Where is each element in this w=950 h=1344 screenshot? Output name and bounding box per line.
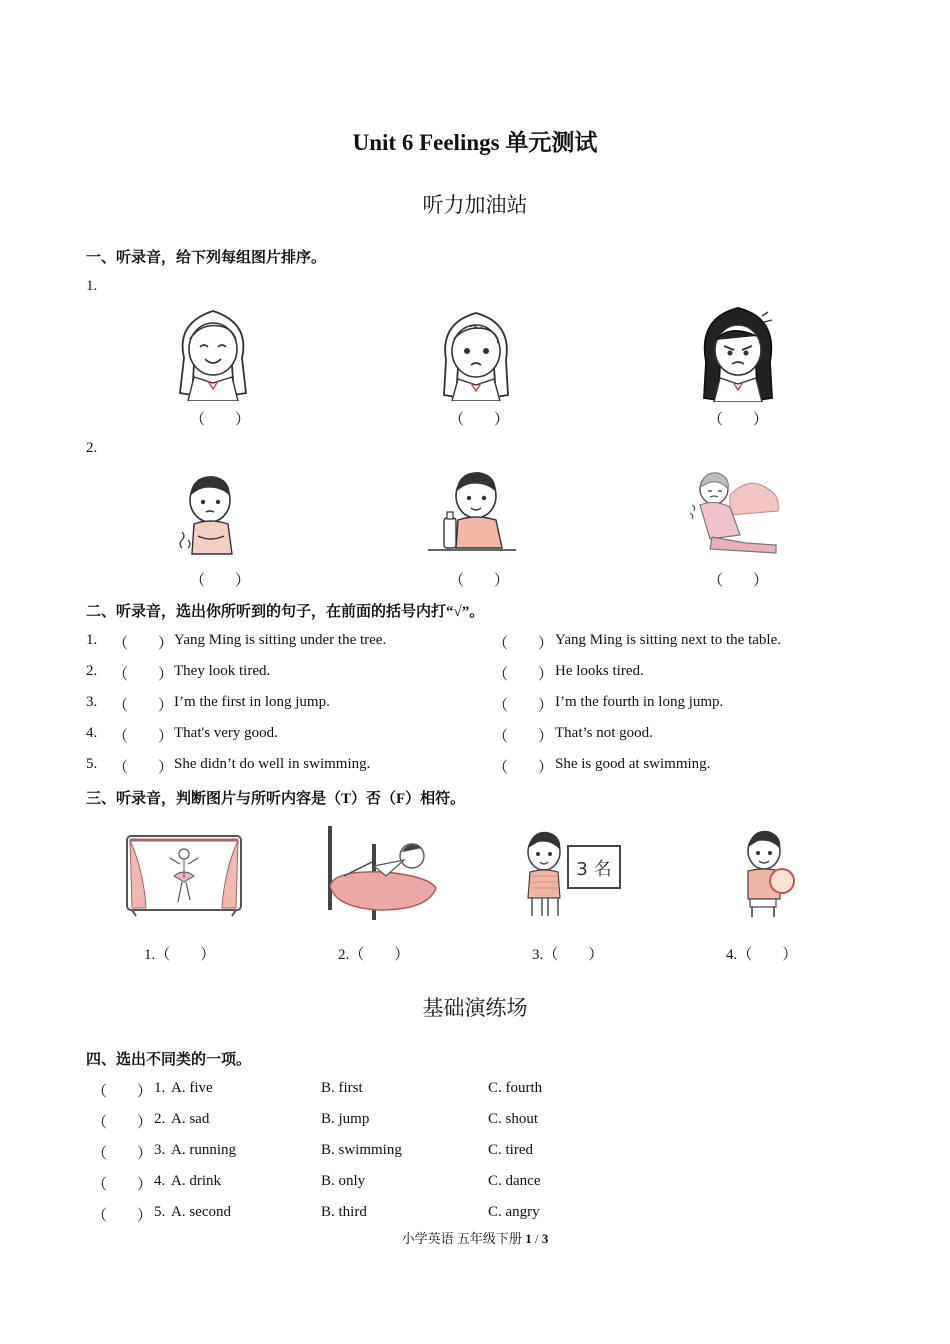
boy-with-drink-picture [426, 466, 518, 558]
part4-option-a: A. sad [171, 1111, 210, 1127]
part1-q1-number: 1. [86, 278, 98, 294]
part2-left-checkbox[interactable]: （ ） [113, 760, 174, 776]
part4-answer-blank[interactable]: （ ） [92, 1208, 153, 1224]
part2-left-sentence: I’m the first in long jump. [174, 694, 330, 710]
third-place-badge: 3 名 [576, 859, 612, 880]
angry-girl-picture [696, 302, 780, 402]
part1-instruction: 一、听录音，给下列每组图片排序。 [86, 250, 327, 266]
part2-left-sentence: They look tired. [174, 663, 271, 679]
tired-girl-picture [690, 465, 782, 561]
part2-right-sentence: I’m the fourth in long jump. [555, 694, 724, 710]
part2-right-checkbox[interactable]: （ ） [493, 729, 554, 745]
q2-blank-2[interactable]: （ ） [449, 573, 510, 589]
part3-instruction: 三、听录音，判断图片与所听内容是（T）否（F）相符。 [86, 791, 466, 807]
part3-answer-3[interactable]: 3.（ ） [532, 947, 604, 963]
part2-right-checkbox[interactable]: （ ） [493, 698, 554, 714]
part4-option-b: B. first [321, 1080, 363, 1096]
part2-right-checkbox[interactable]: （ ） [493, 760, 554, 776]
q1-blank-2[interactable]: （ ） [449, 412, 510, 428]
dancer-stage-picture [124, 832, 244, 918]
part4-answer-blank[interactable]: （ ） [92, 1115, 153, 1131]
basics-heading: 基础演练场 [422, 996, 528, 1020]
part4-option-c: C. tired [488, 1142, 533, 1158]
part2-left-sentence: She didn’t do well in swimming. [174, 756, 371, 772]
part2-left-sentence: That's very good. [174, 725, 278, 741]
footer-text: 小学英语 五年级下册 [401, 1231, 522, 1246]
part2-left-checkbox[interactable]: （ ） [113, 698, 174, 714]
part2-right-checkbox[interactable]: （ ） [493, 667, 554, 683]
third-place-boy-picture [522, 828, 630, 922]
q2-blank-1[interactable]: （ ） [190, 573, 251, 589]
part2-right-checkbox[interactable]: （ ） [493, 636, 554, 652]
part4-item-number: 5. [154, 1204, 166, 1220]
part1-q2-number: 2. [86, 440, 98, 456]
part2-left-checkbox[interactable]: （ ） [113, 636, 174, 652]
part3-answer-4[interactable]: 4.（ ） [726, 947, 798, 963]
part4-option-a: A. five [171, 1080, 213, 1096]
part4-option-a: A. second [171, 1204, 231, 1220]
footer-page-total: 3 [541, 1231, 549, 1246]
part4-item-number: 1. [154, 1080, 166, 1096]
part4-option-c: C. shout [488, 1111, 539, 1127]
worried-girl-picture [436, 305, 516, 401]
part4-option-c: C. dance [488, 1173, 541, 1189]
part2-item-number: 5. [86, 756, 98, 772]
part4-answer-blank[interactable]: （ ） [92, 1084, 153, 1100]
part3-answer-2[interactable]: 2.（ ） [338, 947, 410, 963]
footer-separator: / [534, 1231, 539, 1246]
part4-instruction: 四、选出不同类的一项。 [86, 1052, 252, 1068]
page-footer [0, 1228, 950, 1247]
part4-option-a: A. drink [171, 1173, 221, 1189]
part2-right-sentence: Yang Ming is sitting next to the table. [555, 632, 781, 648]
part2-item-number: 4. [86, 725, 98, 741]
part4-answer-blank[interactable]: （ ） [92, 1177, 153, 1193]
part4-item-number: 2. [154, 1111, 166, 1127]
part4-option-c: C. angry [488, 1204, 540, 1220]
part3-answer-1[interactable]: 1.（ ） [144, 947, 216, 963]
part2-right-sentence: That’s not good. [555, 725, 653, 741]
part4-option-b: B. only [321, 1173, 366, 1189]
part4-answer-blank[interactable]: （ ） [92, 1146, 153, 1162]
cold-boy-picture [178, 470, 244, 562]
part2-right-sentence: She is good at swimming. [555, 756, 711, 772]
part2-item-number: 1. [86, 632, 98, 648]
swimmer-boy-picture [738, 829, 798, 921]
high-jump-picture [324, 826, 440, 922]
happy-girl-picture [172, 303, 254, 401]
part2-item-number: 3. [86, 694, 98, 710]
part4-item-number: 4. [154, 1173, 166, 1189]
page-title: Unit 6 Feelings 单元测试 [352, 130, 598, 155]
part4-option-c: C. fourth [488, 1080, 543, 1096]
listening-heading: 听力加油站 [422, 193, 528, 217]
q2-blank-3[interactable]: （ ） [708, 573, 769, 589]
part2-left-checkbox[interactable]: （ ） [113, 667, 174, 683]
q1-blank-1[interactable]: （ ） [190, 412, 251, 428]
part2-item-number: 2. [86, 663, 98, 679]
part2-left-checkbox[interactable]: （ ） [113, 729, 174, 745]
part4-option-b: B. swimming [321, 1142, 402, 1158]
part2-right-sentence: He looks tired. [555, 663, 644, 679]
footer-page-number: 1 [525, 1231, 532, 1246]
part4-option-b: B. jump [321, 1111, 370, 1127]
part2-left-sentence: Yang Ming is sitting under the tree. [174, 632, 387, 648]
q1-blank-3[interactable]: （ ） [708, 412, 769, 428]
part4-option-a: A. running [171, 1142, 236, 1158]
part4-item-number: 3. [154, 1142, 166, 1158]
part4-option-b: B. third [321, 1204, 367, 1220]
part2-instruction: 二、听录音，选出你所听到的句子，在前面的括号内打“√”。 [86, 604, 485, 620]
